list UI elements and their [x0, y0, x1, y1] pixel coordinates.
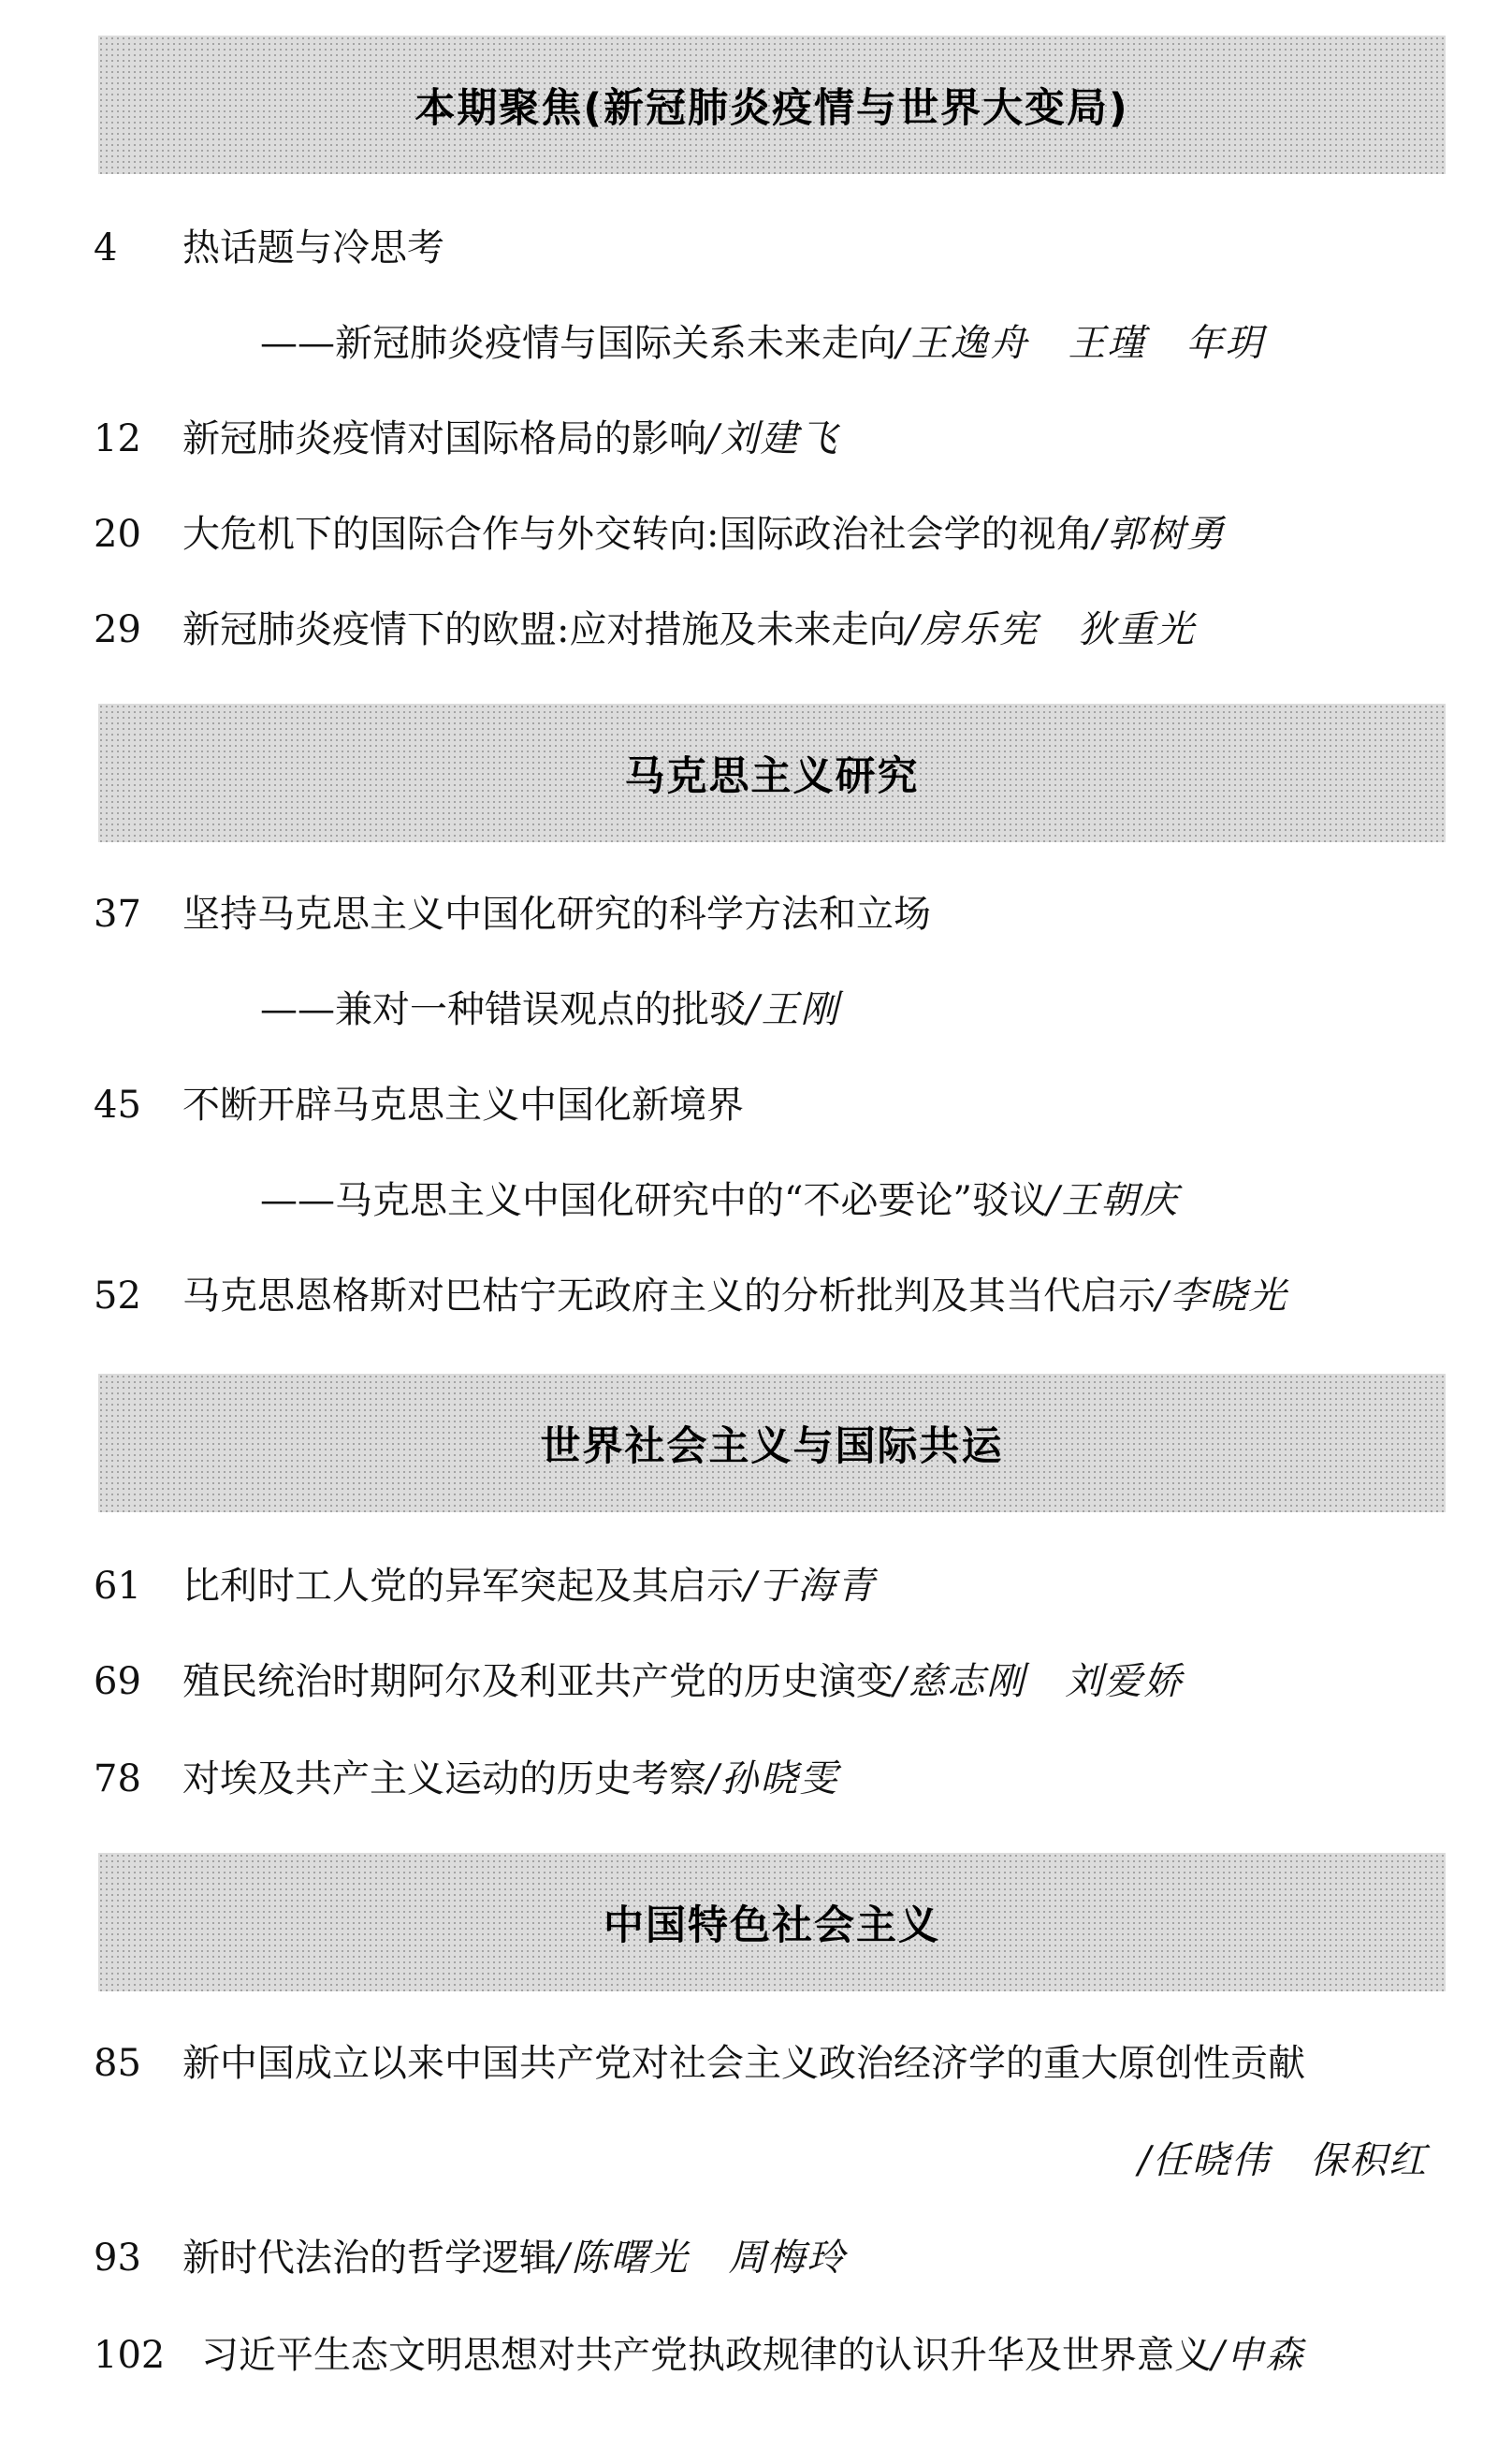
article-title: 不断开辟马克思主义中国化新境界 [182, 1084, 744, 1127]
article-title: 坚持马克思主义中国化研究的科学方法和立场 [182, 893, 931, 936]
page-number: 78 [94, 1757, 141, 1800]
section-banner [98, 1374, 1446, 1512]
article-authors: /刘建飞 [706, 417, 839, 460]
page-number: 102 [94, 2334, 166, 2377]
toc-entry[interactable] [94, 415, 838, 462]
article-authors: /申森 [1212, 2334, 1305, 2377]
article-title: 新中国成立以来中国共产党对社会主义政治经济学的重大原创性贡献 [182, 2042, 1305, 2085]
article-authors: /王逸舟 王瑾 年玥 [896, 322, 1265, 365]
page-number: 37 [94, 893, 141, 936]
article-title: 比利时工人党的异军突起及其启示 [182, 1565, 744, 1608]
toc-entry[interactable] [94, 1756, 838, 1802]
toc-entry[interactable] [94, 2040, 1305, 2087]
section-title: 马克思主义研究 [624, 752, 920, 800]
toc-entry[interactable] [94, 606, 1196, 653]
article-title: 大危机下的国际合作与外交转向:国际政治社会学的视角 [182, 513, 1094, 556]
section-banner [98, 704, 1446, 842]
page-number: 85 [94, 2042, 141, 2085]
page-number: 12 [94, 417, 141, 460]
section-title: 本期聚焦(新冠肺炎疫情与世界大变局) [414, 84, 1129, 132]
page-number: 69 [94, 1660, 141, 1703]
article-title: 殖民统治时期阿尔及利亚共产党的历史演变 [182, 1660, 894, 1703]
section-title: 世界社会主义与国际共运 [540, 1422, 1004, 1470]
page-number: 61 [94, 1565, 141, 1608]
toc-subtitle [260, 986, 839, 1033]
article-authors: /王朝庆 [1046, 1179, 1180, 1222]
article-authors: /郭树勇 [1093, 513, 1226, 556]
section-title: 中国特色社会主义 [603, 1902, 940, 1949]
toc-entry[interactable] [94, 2235, 846, 2281]
article-authors: /孙晓雯 [706, 1757, 839, 1800]
article-title: 对埃及共产主义运动的历史考察 [182, 1757, 706, 1800]
page-number: 93 [94, 2237, 141, 2280]
toc-entry[interactable] [94, 225, 444, 271]
page-number: 29 [94, 608, 141, 651]
article-title: 新时代法治的哲学逻辑 [182, 2237, 557, 2280]
article-title: 习近平生态文明思想对共产党执政规律的认识升华及世界意义 [201, 2334, 1212, 2377]
article-authors: /慈志刚 刘爱娇 [894, 1660, 1184, 1703]
article-title: 热话题与冷思考 [182, 226, 444, 270]
toc-entry[interactable] [94, 1658, 1183, 1705]
page-number: 20 [94, 513, 141, 556]
page-number: 45 [94, 1084, 141, 1127]
toc-entry[interactable] [94, 891, 931, 938]
article-authors: /于海青 [744, 1565, 877, 1608]
article-title: 新冠肺炎疫情对国际格局的影响 [182, 417, 706, 460]
article-title: 新冠肺炎疫情下的欧盟:应对措施及未来走向 [182, 608, 907, 651]
article-authors: /陈曙光 周梅玲 [557, 2237, 847, 2280]
toc-entry[interactable] [94, 2332, 1304, 2379]
section-banner [98, 1853, 1446, 1991]
toc-authors-line [1139, 2137, 1428, 2184]
toc-subtitle [260, 320, 1264, 367]
article-subtitle: ——马克思主义中国化研究中的“不必要论”驳议 [260, 1179, 1047, 1222]
toc-entry[interactable] [94, 1563, 876, 1610]
section-banner [98, 36, 1446, 174]
article-subtitle: ——新冠肺炎疫情与国际关系未来走向 [260, 322, 896, 365]
article-authors: /房乐宪 狄重光 [906, 608, 1196, 651]
article-authors: /王刚 [747, 988, 840, 1031]
toc-entry[interactable] [94, 1082, 744, 1129]
article-authors: /任晓伟 保积红 [1138, 2139, 1428, 2182]
page-number: 52 [94, 1275, 141, 1318]
toc-entry[interactable] [94, 1273, 1287, 1319]
article-title: 马克思恩格斯对巴枯宁无政府主义的分析批判及其当代启示 [182, 1275, 1156, 1318]
page-number: 4 [94, 226, 118, 270]
article-subtitle: ——兼对一种错误观点的批驳 [260, 988, 747, 1031]
toc-subtitle [260, 1177, 1179, 1224]
article-authors: /李晓光 [1156, 1275, 1288, 1318]
toc-entry[interactable] [94, 511, 1226, 558]
